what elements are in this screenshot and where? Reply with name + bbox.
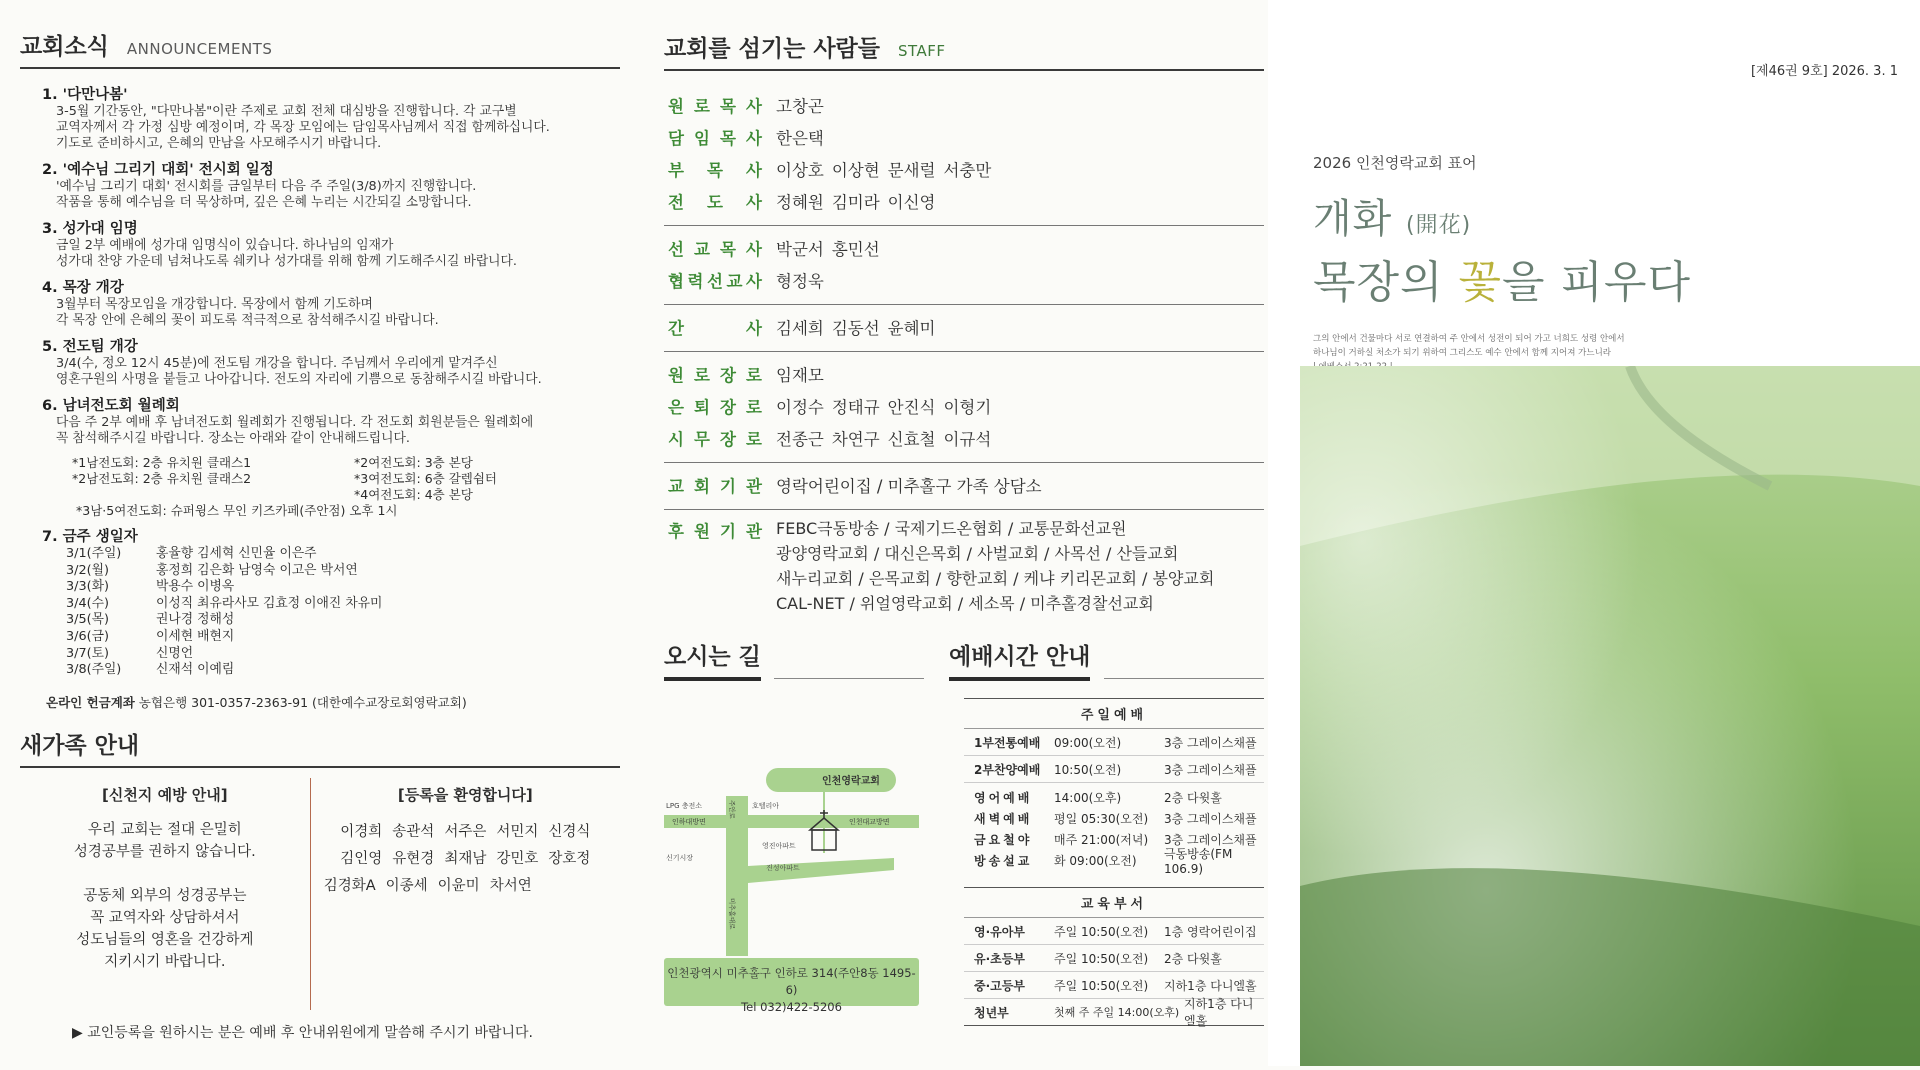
member-name: 이윤미 [437,877,480,894]
birthday-names: 홍정희 김은화 남영숙 이고은 박서연 [156,562,358,578]
birthday-date: 3/1(주일) [66,546,122,561]
worship-time: 매주 21:00(저녁) [1054,833,1149,847]
worship-place: 2층 다윗홀 [1164,791,1222,805]
staff-role-char: 교 [668,477,684,496]
announcement-heading: 6. 남녀전도회 월례회 [42,398,180,414]
announcement-heading: 1. '다만나봄' [42,87,128,103]
staff-role-char: 무 [694,430,710,449]
map-address-box [664,958,919,1014]
education-head: 교육부서 [964,888,1264,918]
staff-title: 교회를 섬기는 사람들 [664,36,880,62]
staff-row [664,422,1264,454]
staff-role [664,189,776,213]
member-name: 강민호 [496,850,539,867]
sunday-worship-head: 주일예배 [964,698,1264,729]
staff-role-char: 로 [694,366,710,385]
education-row [964,999,1264,1026]
staff-row [664,232,1264,264]
member-name: 장호정 [548,850,591,867]
staff-role-char: 목 [720,97,736,116]
staff-name: 신효철 [887,430,936,449]
online-offering-account: 농협은행 301-0357-2363-91 (대한예수교장로회영락교회) [138,694,467,710]
announcement-item [42,217,620,270]
birthday-names: 이성직 최유라사모 김효정 이애진 차유미 [156,595,383,611]
worship-row [964,729,1264,756]
staff-role-char: 도 [707,193,723,212]
birthday-date: 3/7(토) [66,645,109,661]
staff-role [664,93,776,117]
member-name: 차서연 [489,877,532,894]
staff-row [664,185,1264,217]
member-name: 신경식 [548,823,591,840]
member-name: 송관석 [392,823,435,840]
location-header [664,638,761,681]
member-name: 이경희 [340,823,383,840]
staff-role-char: 퇴 [694,398,710,417]
staff-role-char: 사 [746,240,762,259]
staff-name: 임재모 [776,366,824,385]
announcement-body: 3월부터 목장모임을 개강합니다. 목장에서 함께 기도하며 각 목장 안에 은혜의 꽃이 피도록 적극적으로 참석해주시길 바랍니다. [56,297,439,328]
staff-names [776,473,1050,497]
announcement-heading: 4. 목장 개강 [42,280,124,296]
staff-names [776,394,999,418]
staff-role-char: 기 [720,477,736,496]
birthday-row [66,596,620,613]
staff-name: 서충만 [943,161,992,180]
department-place: 2층 다윗홀 [1164,951,1222,966]
staff-role-char: 로 [694,97,710,116]
staff-name: 문새럴 [887,161,936,180]
motto-title-line1 [1313,187,1691,244]
staff-name: 김세희 [776,319,824,338]
staff-role-char: 사 [746,97,762,116]
worship-place: 3층 그레이스채플 [1164,833,1257,847]
motto-highlight: 꽃 [1458,257,1503,308]
staff-role-char: 관 [746,477,762,496]
group-location: *3여전도회: 6층 갈렙쉼터 [354,471,497,486]
department-time: 첫째 주 주일 14:00(오후) [1054,1006,1180,1019]
announcement-item [42,335,620,388]
worship-place: 3층 그레이스채플 [1164,735,1257,750]
church-phone: Tel 032)422-5206 [741,1000,842,1014]
staff-name: 이상현 [831,161,880,180]
support-line: CAL-NET / 위얼영락교회 / 세소목 / 미추홀경찰선교회 [776,594,1154,613]
staff-role-char: 기 [720,522,736,541]
staff-role-char: 선 [707,272,723,291]
motto-text: 목장의 [1313,257,1459,308]
newfamily-header [20,727,620,768]
staff-name: 이정수 [776,398,824,417]
staff-role-char: 로 [746,398,762,417]
map-label: 진성아파트 [766,864,800,872]
staff-role-char: 교 [726,272,743,291]
staff-name: 한은택 [776,129,824,148]
group-location: *2여전도회: 3층 본당 [354,455,473,470]
staff-role-char: 사 [746,161,762,180]
staff-name: 이형기 [943,398,992,417]
worship-place: 3층 그레이스채플 [1164,812,1257,826]
staff-role-char: 장 [720,366,736,385]
birthday-date: 3/3(화) [66,579,109,595]
staff-names [776,189,943,213]
worship-name: 새벽예배 [974,812,1033,826]
newfamily-title: 새가족 안내 [20,732,140,759]
member-name: 최재남 [444,850,487,867]
staff-role [664,315,776,339]
staff-names [776,236,888,260]
worship-row [964,787,1264,808]
staff-role-char: 원 [694,522,710,541]
staff-role-char: 사 [746,193,762,212]
staff-panel [650,0,1260,1066]
staff-role-char: 로 [746,430,762,449]
staff-role [664,157,776,181]
department-time: 주일 10:50(오전) [1054,924,1149,939]
announcement-body: 금일 2부 예배에 성가대 임명식이 있습니다. 하나님의 임재가 성가대 찬양 가운데 넘쳐나도록 쉐키나 성가대를 위해 함께 기도해주시길 바랍니다. [56,238,517,269]
announcement-body: 3-5월 기간동안, "다만나봄"이란 주제로 교회 전체 대심방을 진행합니다. 각 교구별 교역자께서 각 가정 심방 예정이며, 각 목장 모임에는 담임목사님께서 직접 함께하십니다. 기도로 준비하시고, 은혜의 만남을 사모해주시기 바랍니다. [56,104,550,151]
staff-names [776,426,999,450]
staff-role [664,394,776,418]
staff-role-char: 사 [746,129,762,148]
staff-row [664,264,1264,296]
birthday-date: 3/4(수) [66,595,109,611]
staff-role-char: 력 [687,272,704,291]
staff-role [664,268,776,292]
birthday-date: 3/6(금) [66,628,109,644]
announcements-panel [0,0,640,1066]
birthday-date: 3/8(주일) [66,662,122,678]
staff-role-char: 부 [668,161,684,180]
announcement-heading: 2. '예수님 그리기 대회' 전시회 일정 [42,162,274,178]
map-graphic [664,738,919,958]
birthday-date: 3/5(목) [66,612,109,628]
birthday-row [66,646,620,663]
worship-row [964,808,1264,829]
staff-role-char: 목 [707,161,723,180]
department-place: 지하1층 다니엘홀 [1164,978,1257,993]
staff-role-char: 선 [668,240,684,259]
education-row [964,945,1264,972]
map-label: 주안로 [728,800,736,819]
map-label: 영진아파트 [762,842,796,850]
announcement-body: 3/4(수, 정오 12시 45분)에 전도팀 개강을 합니다. 주님께서 우리에게 맡겨주신 영혼구원의 사명을 붙들고 나아갑니다. 전도의 자리에 기쁨으로 동참해주시길 바랍니다. [56,356,542,387]
staff-names [776,268,832,292]
education-row [964,918,1264,945]
staff-role-char: 교 [694,240,710,259]
bible-verse: 그의 안에서 건물마다 서로 연결하여 주 안에서 성전이 되어 가고 너희도 성령 안에서 하나님이 거하실 처소가 되기 위하여 그리스도 예수 안에서 함께 지어져 가느니라 [1313,334,1625,358]
birthday-names: 신명언 [156,645,194,661]
staff-role-char: 시 [668,430,684,449]
worship-place: 극동방송(FM 106.9) [1164,847,1233,876]
staff-group [664,305,1264,352]
announcements-title: 교회소식 [20,34,109,60]
member-name: 이종세 [385,877,428,894]
staff-role-char: 담 [668,129,684,148]
new-member-names [311,819,620,900]
worship-time: 14:00(오후) [1054,791,1122,805]
staff-role-char: 로 [746,366,762,385]
cult-warning-title: [신천지 예방 안내] [102,785,228,804]
member-name: 서민지 [496,823,539,840]
birthday-names: 신재석 이예림 [156,662,235,678]
worship-name: 금요철야 [974,833,1033,847]
staff-list [664,83,1264,624]
group-location: *4여전도회: 4층 본당 [354,487,473,502]
staff-name: 윤혜미 [887,319,936,338]
member-name: 서주은 [444,823,487,840]
cover-text [1313,152,1691,374]
birthday-names: 권나경 정해성 [156,612,235,628]
staff-group [664,226,1264,305]
announcement-item [42,158,620,211]
map-label: 미추홀대로 [728,898,736,930]
worship-row [964,847,1264,876]
cult-warning [20,778,311,1010]
staff-name: 김동선 [831,319,880,338]
birthday-row [66,563,620,580]
birthday-names: 박용수 이병옥 [156,579,235,595]
staff-name: 홍민선 [831,240,880,259]
map-label: LPG 충전소 [666,802,703,810]
support-row [664,516,1264,616]
department-time: 주일 10:50(오전) [1054,978,1149,993]
online-offering [46,693,620,711]
staff-role [664,426,776,450]
birthday-row [66,546,620,563]
staff-name: 영락어린이집 / 미추홀구 가족 상담소 [776,477,1042,496]
member-name: 김경화A [323,877,376,894]
support-group [664,510,1264,624]
staff-name: 이규석 [943,430,992,449]
meadow-image [1300,366,1920,1066]
department-time: 주일 10:50(오전) [1054,951,1149,966]
staff-name: 이신영 [887,193,936,212]
staff-row [664,469,1264,501]
staff-row [664,121,1264,153]
support-list [776,516,1214,616]
staff-name: 고창곤 [776,97,824,116]
online-offering-label: 온라인 헌금계좌 [46,694,135,710]
welcome-title: [등록을 환영합니다] [397,785,533,804]
announcement-list [42,83,620,679]
staff-row [664,153,1264,185]
registration-note: ▶ 교인등록을 원하시는 분은 예배 후 안내위원에게 말씀해 주시기 바랍니다. [72,1024,533,1041]
map-label: 인하대방면 [672,818,706,826]
staff-role-char: 사 [746,272,762,291]
staff-role-char: 은 [668,398,684,417]
map-church-label: 인천영락교회 [822,776,880,787]
staff-role-char: 회 [694,477,710,496]
department-name: 영·유아부 [974,924,1025,939]
cover-panel [1268,0,1920,1066]
staff-role-char: 장 [720,398,736,417]
birthday-names: 홍율향 김세혁 신민율 이은주 [156,546,317,561]
support-line: 새누리교회 / 은목교회 / 향한교회 / 케냐 키리몬교회 / 봉양교회 [776,569,1215,588]
worship-place: 3층 그레이스채플 [1164,762,1257,777]
motto-hanja: (開花) [1406,213,1472,238]
staff-role-char: 전 [668,193,684,212]
group-location: *3남·5여전도회: 슈퍼윙스 무인 키즈카페(주안점) 오후 1시 [76,503,398,518]
staff-role [664,473,776,497]
birthday-row [66,612,620,629]
worship-title: 예배시간 안내 [949,638,1090,681]
staff-name: 전종근 [776,430,824,449]
map-label: 신기시장 [666,854,694,862]
map-label: 인천대교방면 [849,818,890,826]
motto-text: 을 피우다 [1502,257,1692,308]
announcement-item [42,276,620,329]
staff-row [664,358,1264,390]
announcement-heading: 5. 전도팀 개강 [42,339,138,355]
staff-role-char: 목 [720,129,736,148]
staff-role [664,362,776,386]
staff-names [776,125,832,149]
member-name: 김인영 [340,850,383,867]
announcement-heading: 3. 성가대 임명 [42,221,138,237]
map-label: 호텔리아 [752,802,780,810]
announcement-item [42,394,620,519]
motto-label: 2026 인천영락교회 표어 [1313,154,1477,172]
staff-names [776,315,943,339]
birthday-row [66,629,620,646]
staff-role-char: 원 [668,366,684,385]
department-name: 중·고등부 [974,978,1025,993]
welcome-registration [311,778,620,1010]
staff-role [664,125,776,149]
staff-names [776,362,832,386]
newfamily-box [20,778,620,1010]
location-map [664,738,919,993]
worship-table [964,698,1264,1026]
staff-role [664,518,776,542]
staff-role-char: 관 [746,522,762,541]
divider [1104,678,1264,679]
birthday-row [66,662,620,679]
staff-role-char: 목 [720,240,736,259]
staff-name: 정혜원 [776,193,824,212]
department-place: 1층 영락어린이집 [1164,924,1257,939]
church-address: 인천광역시 미추홀구 인하로 314(주안8동 1495-6) [667,966,916,997]
group-location: *2남전도회: 2층 유치원 클래스2 [72,471,252,486]
worship-time: 10:50(오전) [1054,762,1122,777]
birthday-row [66,579,620,596]
staff-names [776,157,999,181]
staff-name: 박군서 [776,240,824,259]
staff-group [664,463,1264,510]
staff-name: 이상호 [776,161,824,180]
birthday-names: 이세현 배현지 [156,628,235,644]
staff-name: 안진식 [887,398,936,417]
staff-name: 김미라 [831,193,880,212]
staff-group [664,352,1264,463]
birthday-section [42,525,620,679]
staff-role-char: 원 [668,97,684,116]
staff-name: 차연구 [831,430,880,449]
worship-time: 평일 05:30(오전) [1054,812,1149,826]
staff-title-en: STAFF [897,42,946,60]
birthday-date: 3/2(월) [66,562,109,578]
department-place: 지하1층 다니엘홀 [1184,997,1254,1028]
location-title: 오시는 길 [664,638,761,681]
motto-title-line2 [1313,246,1691,310]
staff-group [664,83,1264,226]
announcement-body: '예수님 그리기 대회' 전시회를 금일부터 다음 주 주일(3/8)까지 진행합니다. 작품을 통해 예수님을 더 묵상하며, 깊은 은혜 누리는 시간되길 소망합니다. [56,179,477,210]
worship-name: 영어예배 [974,791,1033,805]
staff-row [664,390,1264,422]
staff-role-char: 후 [668,522,684,541]
staff-role-char: 임 [694,129,710,148]
staff-row [664,311,1264,343]
staff-header [664,30,1264,71]
issue-number: [제46권 9호] 2026. 3. 1 [1750,64,1898,79]
worship-name: 1부전통예배 [974,735,1041,750]
worship-time: 09:00(오전) [1054,735,1122,750]
birthday-heading: 7. 금주 생일자 [42,529,138,545]
staff-role-char: 간 [668,319,684,338]
worship-header [949,638,1090,681]
staff-role-char: 사 [746,319,762,338]
cult-warning-text: 우리 교회는 절대 은밀히 성경공부를 권하지 않습니다. 공동체 외부의 성경공부는 꼭 교역자와 상담하셔서 성도님들의 영혼을 건강하게 지키시기 바랍니다. [73,821,256,970]
motto-title: 개화 [1313,196,1393,242]
staff-name: 정태규 [831,398,880,417]
announcements-title-en: ANNOUNCEMENTS [126,40,273,58]
worship-time: 화 09:00(오전) [1054,854,1137,868]
worship-name: 2부찬양예배 [974,762,1041,777]
group-locations [72,455,620,519]
support-line: 광양영락교회 / 대신은목회 / 사벌교회 / 사목선 / 산들교회 [776,544,1179,563]
staff-name: 형정욱 [776,272,824,291]
staff-role-char: 장 [720,430,736,449]
worship-row [964,756,1264,783]
staff-row [664,89,1264,121]
support-line: FEBC극동방송 / 국제기드온협회 / 교통문화선교원 [776,519,1127,538]
worship-name: 방송설교 [974,854,1033,868]
department-name: 유·초등부 [974,951,1025,966]
member-name: 유현경 [392,850,435,867]
staff-role [664,236,776,260]
divider [774,678,924,679]
staff-role-char: 협 [668,272,684,291]
announcement-item [42,83,620,152]
cover-photo [1300,366,1920,1066]
announcement-body: 다음 주 2부 예배 후 남녀전도회 월례회가 진행됩니다. 각 전도회 회원분들은 월례회에 꼭 참석해주시길 바랍니다. 장소는 아래와 같이 안내해드립니다. [56,415,534,446]
staff-names [776,93,832,117]
announcements-header [20,28,620,69]
group-location: *1남전도회: 2층 유치원 클래스1 [72,455,252,470]
department-name: 청년부 [974,1005,1009,1020]
